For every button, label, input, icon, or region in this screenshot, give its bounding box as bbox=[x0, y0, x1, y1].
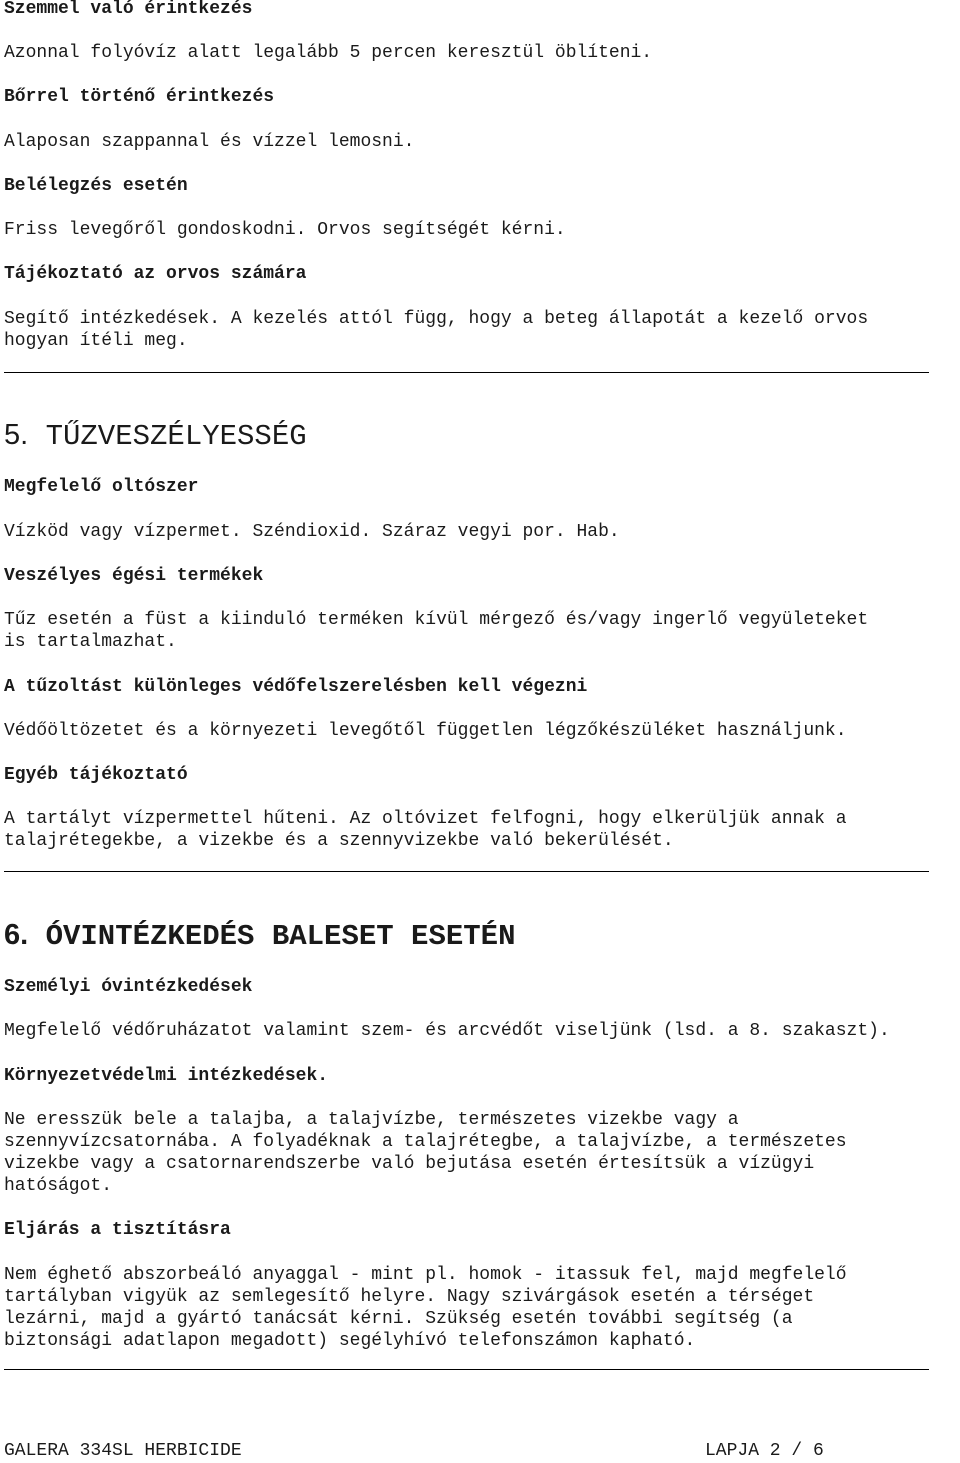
footer-product-name: GALERA 334SL HERBICIDE bbox=[4, 1441, 242, 1461]
environmental-precautions-text-line2: szennyvízcsatornába. A folyadéknak a talajrétegbe, a talajvízbe, a természetes bbox=[4, 1132, 847, 1152]
skin-contact-heading: Bőrrel történő érintkezés bbox=[4, 87, 275, 107]
section-6-title bbox=[4, 918, 515, 954]
environmental-precautions-heading: Környezetvédelmi intézkedések. bbox=[4, 1066, 329, 1086]
cleanup-text-line3: lezárni, majd a gyártó tanácsát kérni. Szükség esetén további segítség (a bbox=[4, 1309, 793, 1329]
inhalation-text: Friss levegőről gondoskodni. Orvos segítségét kérni. bbox=[4, 220, 566, 240]
section-5-number: 5. bbox=[4, 419, 29, 451]
cleanup-text-line4: biztonsági adatlapon megadott) segélyhívó telefonszámon kapható. bbox=[4, 1331, 696, 1351]
eye-contact-text: Azonnal folyóvíz alatt legalább 5 percen keresztül öblíteni. bbox=[4, 43, 653, 63]
section-5-title-text: TŰZVESZÉLYESSÉG bbox=[45, 420, 307, 453]
combustion-products-text-line1: Tűz esetén a füst a kiinduló terméken kívül mérgező és/vagy ingerlő vegyületeket bbox=[4, 610, 869, 630]
inhalation-heading: Belélegzés esetén bbox=[4, 176, 188, 196]
extinguishing-media-text: Vízköd vagy vízpermet. Széndioxid. Száraz vegyi por. Hab. bbox=[4, 522, 620, 542]
environmental-precautions-text-line1: Ne eresszük bele a talajba, a talajvízbe, természetes vizekbe vagy a bbox=[4, 1110, 739, 1130]
combustion-products-heading: Veszélyes égési termékek bbox=[4, 566, 264, 586]
section-divider bbox=[4, 372, 929, 373]
combustion-products-text-line2: is tartalmazhat. bbox=[4, 632, 177, 652]
environmental-precautions-text-line3: vizekbe vagy a csatornarendszerbe való bejutása esetén értesítsük a vízügyi bbox=[4, 1154, 815, 1174]
cleanup-heading: Eljárás a tisztításra bbox=[4, 1220, 231, 1240]
protective-equipment-text: Védőöltözetet és a környezeti levegőtől független légzőkészüléket használjunk. bbox=[4, 721, 847, 741]
section-6-title-text: ÓVINTÉZKEDÉS BALESET ESETÉN bbox=[45, 920, 516, 953]
section-5-title bbox=[4, 418, 307, 454]
doctor-info-text-line2: hogyan ítéli meg. bbox=[4, 331, 188, 351]
skin-contact-text: Alaposan szappannal és vízzel lemosni. bbox=[4, 132, 415, 152]
section-divider bbox=[4, 1369, 929, 1370]
personal-precautions-heading: Személyi óvintézkedések bbox=[4, 977, 253, 997]
section-6-number: 6. bbox=[4, 919, 29, 951]
other-info-text-line2: talajrétegekbe, a vizekbe és a szennyvizekbe való bekerülését. bbox=[4, 831, 674, 851]
cleanup-text-line1: Nem éghető abszorbeáló anyaggal - mint pl. homok - itassuk fel, majd megfelelő bbox=[4, 1265, 847, 1285]
other-info-heading: Egyéb tájékoztató bbox=[4, 765, 188, 785]
doctor-info-heading: Tájékoztató az orvos számára bbox=[4, 264, 307, 284]
environmental-precautions-text-line4: hatóságot. bbox=[4, 1176, 113, 1196]
cleanup-text-line2: tartályban vigyük az semlegesítő helyre. Nagy szivárgások esetén a térséget bbox=[4, 1287, 815, 1307]
extinguishing-media-heading: Megfelelő oltószer bbox=[4, 477, 199, 497]
section-divider bbox=[4, 871, 929, 872]
doctor-info-text-line1: Segítő intézkedések. A kezelés attól függ, hogy a beteg állapotát a kezelő orvos bbox=[4, 309, 869, 329]
personal-precautions-text: Megfelelő védőruházatot valamint szem- és arcvédőt viseljünk (lsd. a 8. szakaszt). bbox=[4, 1021, 890, 1041]
other-info-text-line1: A tartályt vízpermettel hűteni. Az oltóvizet felfogni, hogy elkerüljük annak a bbox=[4, 809, 847, 829]
protective-equipment-heading: A tűzoltást különleges védőfelszerelésben kell végezni bbox=[4, 677, 588, 697]
eye-contact-heading: Szemmel való érintkezés bbox=[4, 0, 253, 19]
footer-page-number: LAPJA 2 / 6 bbox=[705, 1441, 824, 1461]
